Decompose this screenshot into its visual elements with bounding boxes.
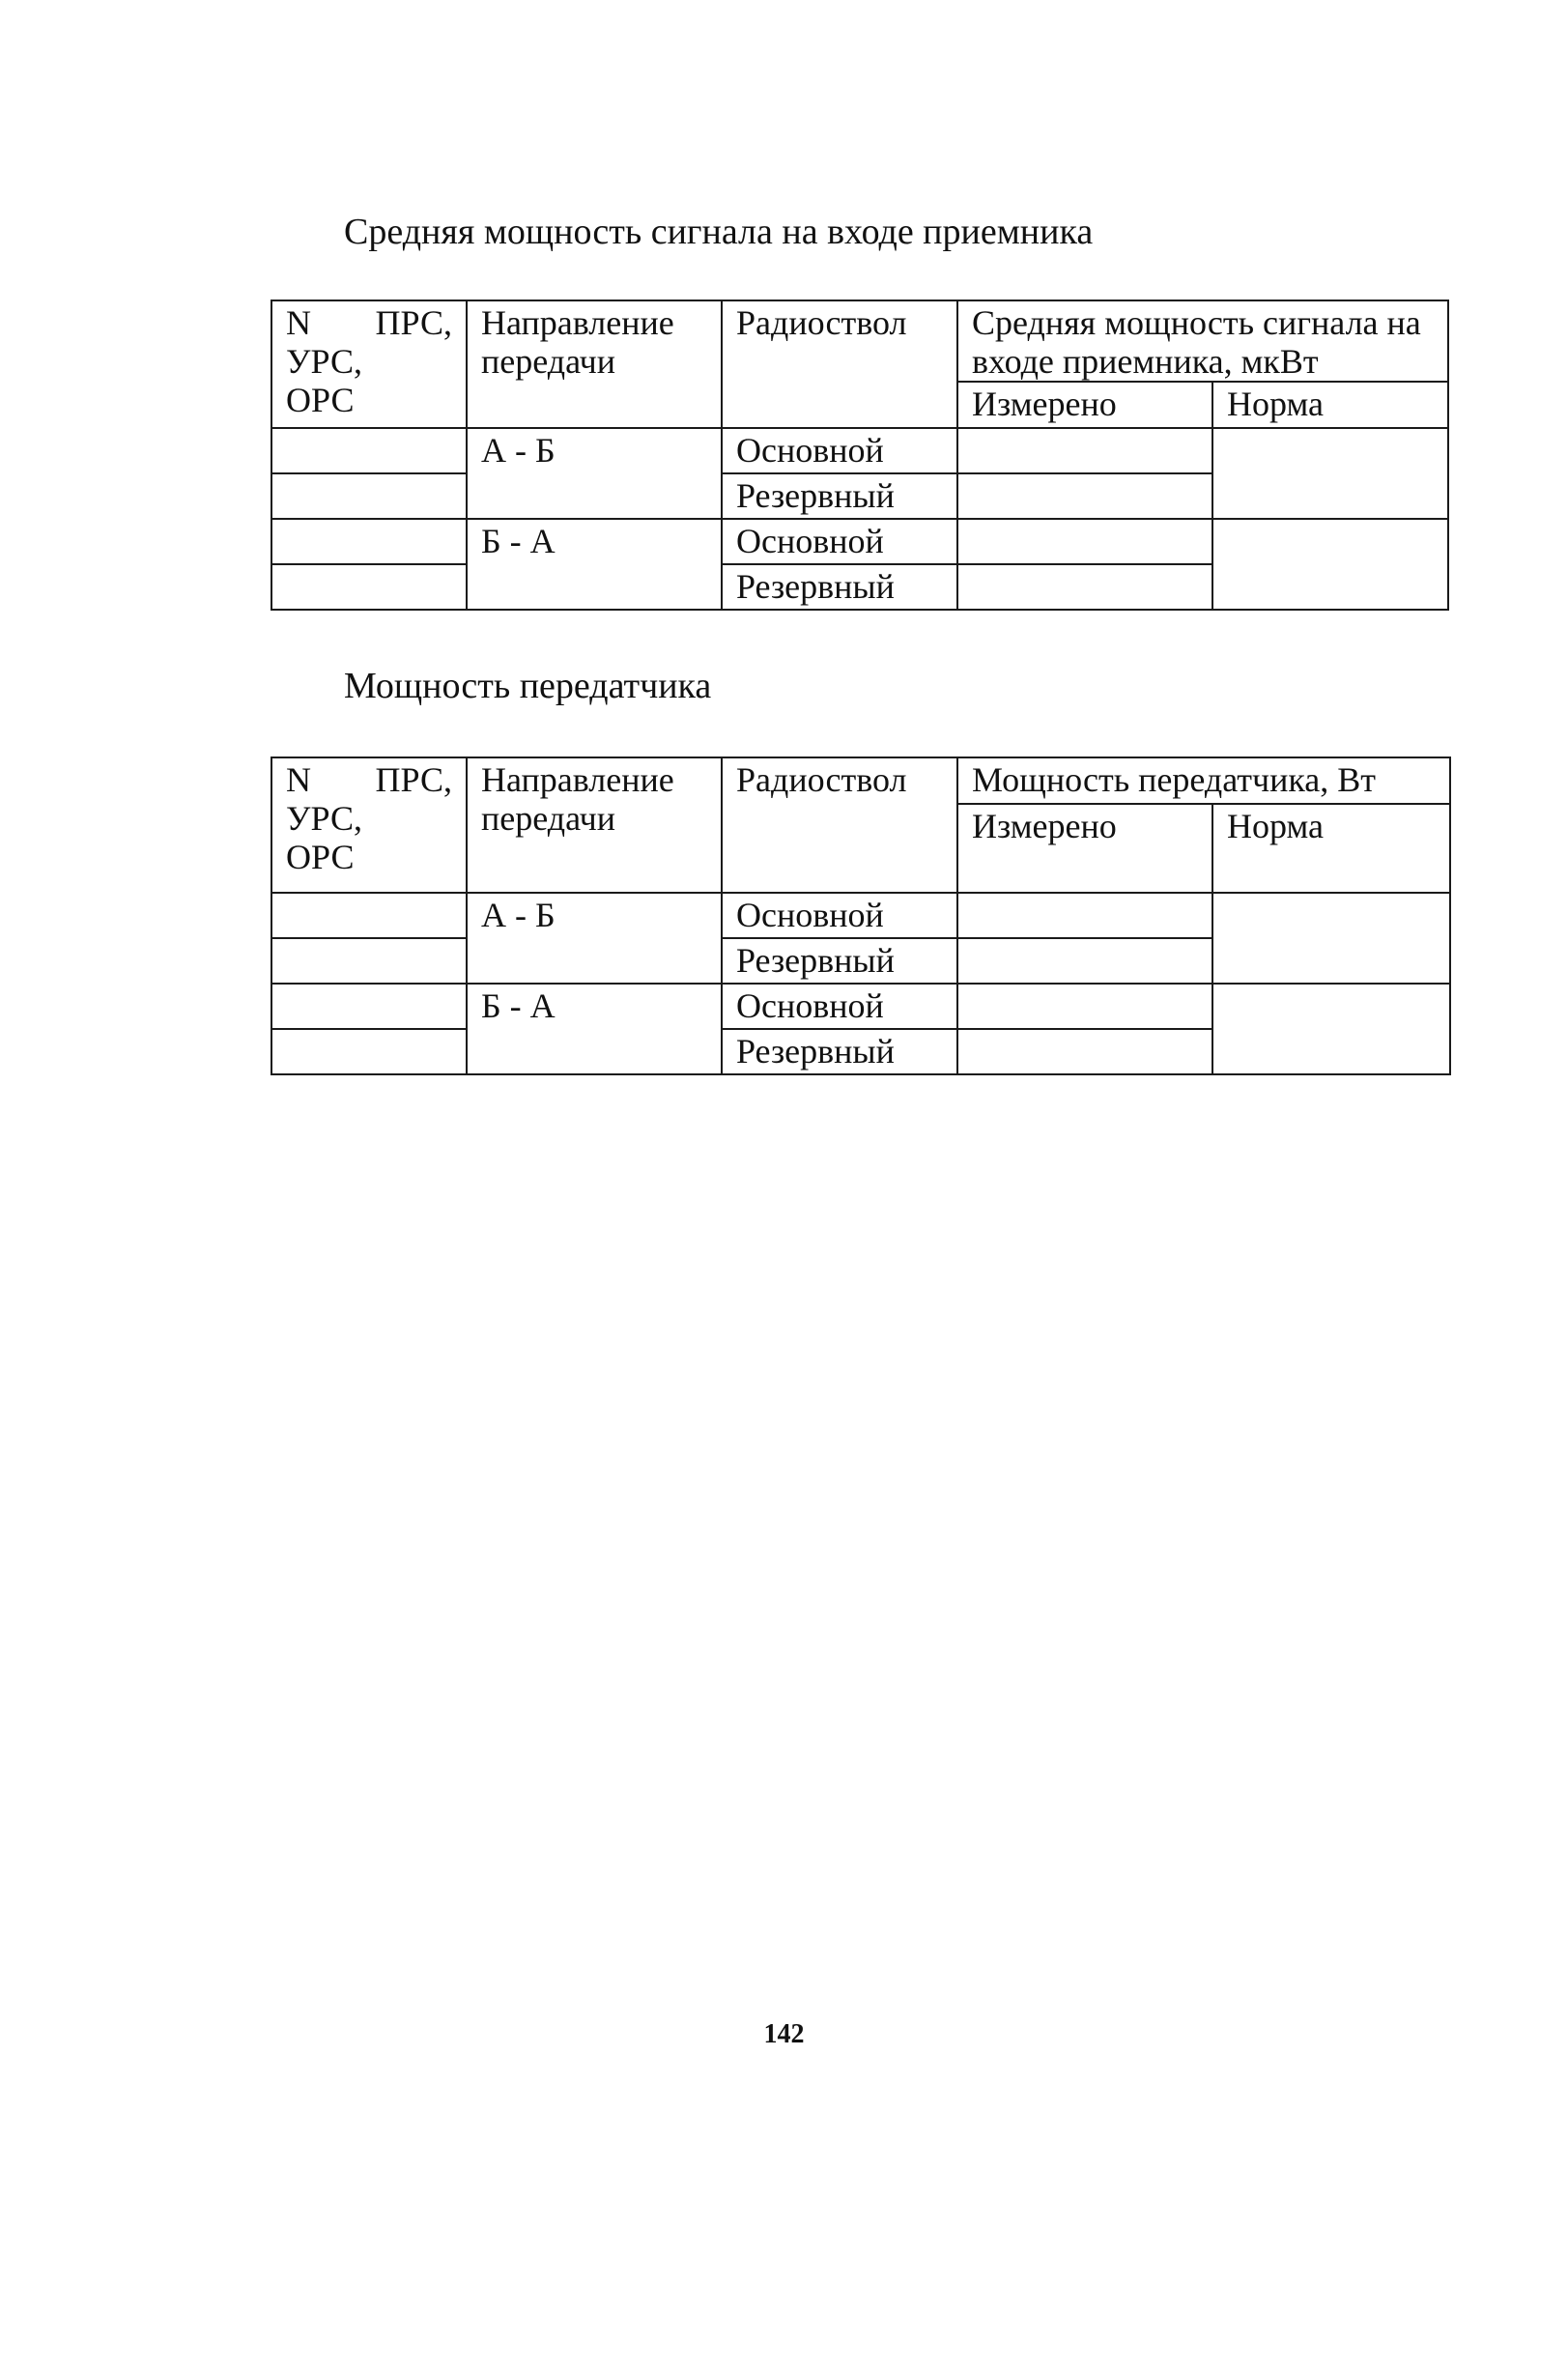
table-row [271, 893, 1450, 938]
transmitter-power-table [271, 757, 1451, 1075]
header-row [271, 300, 1448, 382]
header-station-number: N ПРС, УРС, ОРС [271, 300, 467, 428]
station-cell[interactable] [271, 473, 467, 519]
direction-cell: Б - А [467, 984, 722, 1074]
header-measured: Измерено [957, 382, 1212, 428]
station-cell[interactable] [271, 984, 467, 1029]
trunk-cell: Резервный [722, 473, 957, 519]
measured-cell[interactable] [957, 1029, 1212, 1074]
measured-cell[interactable] [957, 938, 1212, 984]
header-station-number: N ПРС, УРС, ОРС [271, 757, 467, 893]
trunk-cell: Основной [722, 519, 957, 564]
station-cell[interactable] [271, 893, 467, 938]
direction-cell: А - Б [467, 893, 722, 984]
direction-cell: Б - А [467, 519, 722, 610]
norm-cell[interactable] [1212, 519, 1448, 610]
header-power-group: Средняя мощность сигнала на входе приемника, мкВт [957, 300, 1448, 382]
trunk-cell: Резервный [722, 564, 957, 610]
station-cell[interactable] [271, 519, 467, 564]
station-cell[interactable] [271, 1029, 467, 1074]
header-power-group: Мощность передатчика, Вт [957, 757, 1450, 804]
station-cell[interactable] [271, 564, 467, 610]
trunk-cell: Основной [722, 893, 957, 938]
trunk-cell: Резервный [722, 1029, 957, 1074]
measured-cell[interactable] [957, 473, 1212, 519]
station-cell[interactable] [271, 938, 467, 984]
table-row [271, 984, 1450, 1029]
header-direction: Направление передачи [467, 757, 722, 893]
norm-cell[interactable] [1212, 428, 1448, 519]
section1-title: Средняя мощность сигнала на входе приемника [344, 212, 1094, 252]
header-norm: Норма [1212, 804, 1450, 893]
section2-title: Мощность передатчика [344, 666, 712, 706]
norm-cell[interactable] [1212, 984, 1450, 1074]
direction-cell: А - Б [467, 428, 722, 519]
measured-cell[interactable] [957, 893, 1212, 938]
station-cell[interactable] [271, 428, 467, 473]
measured-cell[interactable] [957, 519, 1212, 564]
header-trunk: Радиоствол [722, 757, 957, 893]
header-trunk: Радиоствол [722, 300, 957, 428]
header-direction: Направление передачи [467, 300, 722, 428]
header-row [271, 757, 1450, 804]
measured-cell[interactable] [957, 984, 1212, 1029]
table-row [271, 428, 1448, 473]
trunk-cell: Основной [722, 984, 957, 1029]
table-row [271, 519, 1448, 564]
header-measured: Измерено [957, 804, 1212, 893]
header-norm: Норма [1212, 382, 1448, 428]
trunk-cell: Основной [722, 428, 957, 473]
receiver-power-table [271, 300, 1449, 611]
measured-cell[interactable] [957, 564, 1212, 610]
measured-cell[interactable] [957, 428, 1212, 473]
norm-cell[interactable] [1212, 893, 1450, 984]
page-number: 142 [763, 2019, 805, 2049]
trunk-cell: Резервный [722, 938, 957, 984]
